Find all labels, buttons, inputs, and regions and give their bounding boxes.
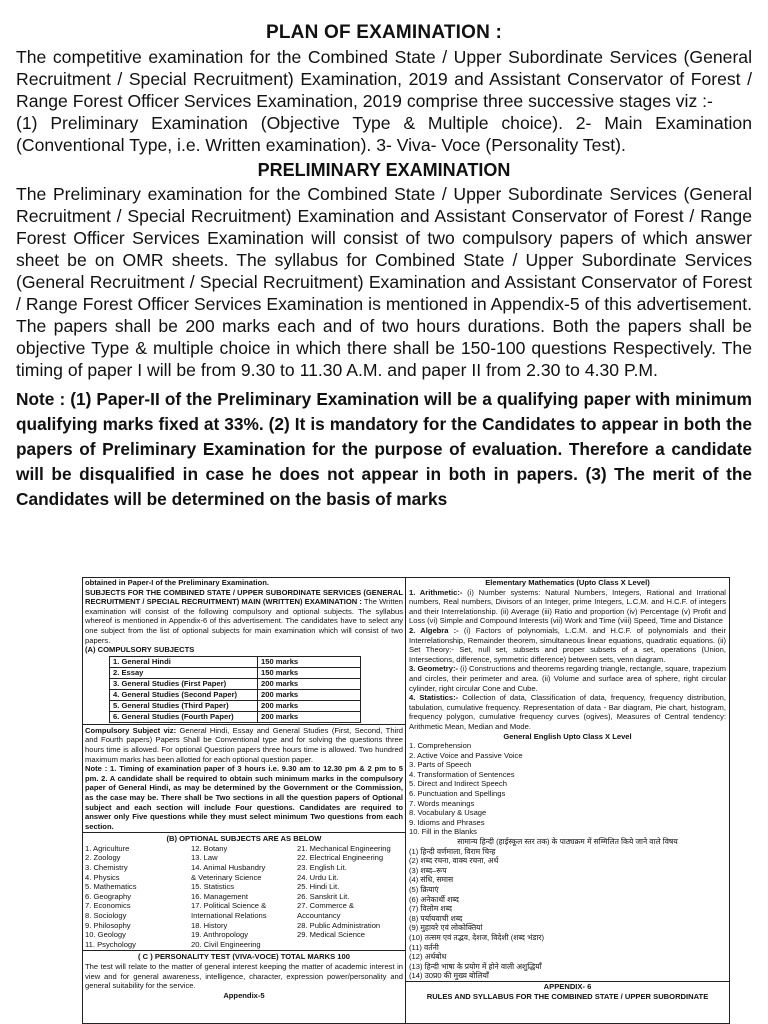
appendix-6-label: APPENDIX- 6 — [543, 981, 592, 991]
list-item: 6. Punctuation and Spellings — [409, 789, 506, 799]
table-row — [110, 656, 361, 667]
math-item-text: (i) Factors of polynomials, L.C.M. and H.C.F. of polynomials and their Interrelationship, Remainder theorem, simultaneous linear equations, quadratic equations. (ii) Set Theory:- Set, null set, subsets and proper subsets of a set, operations (Union, Intersections, difference, symmetric difference) between sets, venn diagram. — [409, 625, 726, 664]
math-item — [409, 664, 726, 693]
list-item: 25. Hindi Lit. — [297, 882, 340, 892]
list-item: 7. Economics — [85, 901, 131, 911]
list-item: 11. Psychology — [85, 939, 136, 949]
list-item: 21. Mechanical Engineering — [297, 843, 391, 853]
list-item: 8. Vocabulary & Usage — [409, 808, 487, 818]
compulsory-heading: (A) COMPULSORY SUBJECTS — [85, 645, 195, 655]
subject-name: 3. General Studies (First Paper) — [110, 678, 258, 689]
plan-paragraph-1: The competitive examination for the Combined State / Upper Subordinate Services (General Recruitment / Special Recruitment) Examination, 2019 and Assistant Conservator of Forest / Range Forest Officer Services Examination, 2019 comprise three successive stages viz :- — [16, 47, 752, 111]
subject-marks: 200 marks — [258, 678, 361, 689]
list-item: 9. Philosophy — [85, 920, 131, 930]
hindi-heading: सामान्य हिन्दी (हाईस्कूल स्तर तक) के पाठ्यक्रम में सम्मिलित किये जाने वाले विषय — [457, 837, 678, 847]
subject-name: 6. General Studies (Fourth Paper) — [110, 711, 258, 722]
list-item: 18. History — [191, 920, 228, 930]
prelim-heading: PRELIMINARY EXAMINATION — [257, 160, 511, 180]
list-item: 7. Words meanings — [409, 798, 475, 808]
list-item: 10. Geology — [85, 930, 126, 940]
math-item — [409, 693, 726, 731]
list-item: (7) विलोम शब्द — [409, 904, 453, 914]
rules-heading: RULES AND SYLLABUS FOR THE COMBINED STATE / UPPER SUBORDINATE — [426, 991, 709, 1001]
list-item: (12) अर्थबोध — [409, 952, 447, 962]
table-row — [110, 667, 361, 678]
list-item: 27. Commerce & — [297, 901, 354, 911]
list-item: 22. Electrical Engineering — [297, 853, 384, 863]
list-item: (14) उ0प्र0 की मुख्य बोलियाँ — [409, 971, 489, 981]
list-item: 1. Comprehension — [409, 741, 472, 751]
subject-marks: 200 marks — [258, 711, 361, 722]
list-item: 26. Sanskrit Lit. — [297, 891, 350, 901]
list-item: 15. Statistics — [191, 882, 235, 892]
math-item-label: 2. Algebra :- — [409, 625, 459, 635]
left-column — [82, 577, 406, 1024]
list-item: (6) अनेकार्थी शब्द — [409, 894, 459, 904]
personality-heading: ( C ) PERSONALITY TEST (VIVA-VOCE) TOTAL MARKS 100 — [138, 952, 350, 962]
list-item: (2) शब्द रचना, वाक्य रचना, अर्थ — [409, 856, 499, 866]
plan-heading: PLAN OF EXAMINATION : — [265, 22, 503, 43]
list-item: (10) तत्सम एवं तद्भव, देशज, विदेशी (शब्द भंडार) — [409, 932, 545, 942]
compulsory-viz-label: Compulsory Subject viz: — [85, 725, 177, 735]
cut-line: obtained in Paper-I of the Preliminary Examination. — [85, 578, 269, 587]
list-item: 16. Management — [191, 891, 248, 901]
list-item: International Relations — [191, 911, 267, 921]
list-item: Accountancy — [297, 911, 341, 921]
optional-heading: (B) OPTIONAL SUBJECTS ARE AS BELOW — [166, 834, 322, 844]
list-item: 6. Geography — [85, 891, 132, 901]
personality-text: The test will relate to the matter of general interest keeping the matter of academic interest in view and for general awareness, intelligence, character, expression power/personality and general suitability for the service. — [85, 962, 403, 991]
optional-col-1 — [85, 844, 191, 950]
list-item: & Veterinary Science — [191, 872, 262, 882]
subject-name: 4. General Studies (Second Paper) — [110, 689, 258, 700]
list-item: 3. Chemistry — [85, 863, 128, 873]
subject-name: 1. General Hindi — [110, 656, 258, 667]
appendix-5-label: Appendix-5 — [223, 990, 265, 1000]
optional-subjects — [85, 844, 403, 950]
prelim-paragraph: The Preliminary examination for the Combined State / Upper Subordinate Services (General Recruitment / Special Recruitment) Examination and Assistant Conservator of Forest / Range Forest Officer Services Examination will consist of two compulsory papers of which answer sheet be on OMR sheets. The syllabus for Combined State / Upper Subordinate Services (General Recruitment / Special Recruitment) Examination and Assistant Conservator of Forest / Range Forest Officer Services Examination is mentioned in Appendix-5 of this advertisement. The papers shall be 200 marks each and of two hours durations. Both the papers shall be objective Type & multiple choice in which there shall be 150-100 questions Respectively. The timing of paper I will be from 9.30 to 11.30 A.M. and paper II from 2.30 to 4.30 P.M. — [16, 184, 752, 380]
list-item: (9) मुहावरे एवं लोकोक्तियां — [409, 923, 483, 933]
list-item: 3. Parts of Speech — [409, 760, 472, 770]
compulsory-viz-text: General Hindi, Essay and General Studies (First, Second, Third and Fourth papers) Papers Shall be Conventional type and for solving the questions three hours time is allowed. For optional Question papers three hours time is allowed. Two hundred maximum marks has been allotted for each optional question paper. — [85, 725, 403, 764]
exam-note: Note : 1. Timing of examination paper of 3 hours i.e. 9.30 am to 12.30 pm & 2 pm to 5 pm. 2. A candidate shall be required to obtain such minimum marks in the compulsory paper of General Hindi, as may be determined by the Government or the Commission, as the case may be. There shall be Two sections in all the question papers of Optional subject and each section will include Four questions. Candidates are required to answer only Five questions while they must select minimum Two questions from each section. — [85, 764, 403, 831]
subject-name: 2. Essay — [110, 667, 258, 678]
list-item: 2. Zoology — [85, 853, 121, 863]
plan-paragraph-2: (1) Preliminary Examination (Objective Type & Multiple choice). 2- Main Examination (Conventional Type, i.e. Written examination). 3- Viva- Voce (Personality Test). — [16, 113, 752, 155]
math-item-text: (i) Constructions and theorems regarding triangle, rectangle, square, trapezium and circles, their perimeter and area. (ii) Volume and surface area of sphere, right circular cylinder, right circular Cone and Cube. — [409, 664, 726, 693]
table-row — [110, 689, 361, 700]
math-item — [409, 626, 726, 664]
math-item-text: (i) Number systems: Natural Numbers, Integers, Rational and Irrational numbers, Real numbers, Divisors of an Integer, prime Integers, L.C.M. and H.C.F. of integers and their Interrelationship. (ii) Average (iii) Ratio and proportion (iv) Percentage (v) Profit and Loss (vi) Simple and Compound Interests (vii) Work and Time (viii) Speed, Time and Distance — [409, 587, 726, 626]
list-item: 5. Direct and Indirect Speech — [409, 779, 507, 789]
list-item: 9. Idioms and Phrases — [409, 817, 485, 827]
subject-marks: 150 marks — [258, 656, 361, 667]
subjects-text: The Written examination will consist of the following compulsory and optional subjects. The syllabus whereof is mentioned in Appendix-6 of this advertisement. The candidates have to select any one subject from the list of optional subjects for main examination which will consist of two papers. — [85, 597, 404, 645]
list-item: (11) वर्तनी — [409, 942, 439, 952]
list-item: 14. Animal Husbandry — [191, 863, 266, 873]
table-row — [110, 700, 361, 711]
math-item-label: 4. Statistics:- — [409, 693, 459, 703]
list-item: 23. English Lit. — [297, 863, 347, 873]
list-item: 13. Law — [191, 853, 218, 863]
list-item: (5) क्रियाएं — [409, 885, 439, 894]
math-heading: Elementary Mathematics (Upto Class X Level) — [485, 578, 650, 587]
list-item: 19. Anthropology — [191, 930, 248, 940]
math-item-text: Collection of data, Classification of data, frequency, frequency distribution, tabulation, cumulative frequency. Representation of data - Bar diagram, Pie chart, histogram, frequency polygon, cumulative frequency curves (ogives), Measures of Central tendency: Arithmetic Mean, Median and Mode. — [409, 693, 727, 731]
list-item: 17. Political Science & — [191, 901, 267, 911]
clipping — [82, 577, 730, 1024]
list-item: 10. Fill in the Blanks — [409, 827, 477, 837]
list-item: 4. Physics — [85, 872, 120, 882]
subject-marks: 150 marks — [258, 667, 361, 678]
list-item: (1) हिन्दी वर्णमाला, विराम चिन्ह — [409, 846, 496, 856]
list-item: 4. Transformation of Sentences — [409, 769, 515, 779]
math-item-label: 3. Geometry:- — [409, 664, 458, 674]
optional-col-2 — [191, 844, 297, 950]
list-item: 20. Civil Engineering — [191, 939, 261, 949]
subjects-paragraph — [85, 588, 403, 646]
list-item: (3) शब्द–रूप — [409, 865, 447, 875]
subject-marks: 200 marks — [258, 689, 361, 700]
list-item: 1. Agriculture — [85, 843, 130, 853]
math-item-label: 1. Arithmetic:- — [409, 587, 463, 597]
table-row — [110, 711, 361, 722]
subjects-heading: SUBJECTS FOR THE COMBINED STATE / UPPER SUBORDINATE SERVICES (GENERAL RECRUITMENT / SPECIAL RECRUITMENT) MAIN (WRITTEN) EXAMINATION : — [85, 587, 403, 607]
list-item: 28. Public Administration — [297, 920, 381, 930]
compulsory-table — [109, 656, 361, 723]
prelim-note: Note : (1) Paper-II of the Preliminary Examination will be a qualifying paper with minimum qualifying marks fixed at 33%. (2) It is mandatory for the Candidates to appear in both the papers of Preliminary Examination for the purpose of evaluation. Therefore a candidate will be disqualified in case he does not appear in both in papers. (3) The merit of the Candidates will be determined on the basis of marks — [16, 389, 752, 509]
list-item: (13) हिन्दी भाषा के प्रयोग में होने वाली अशुद्धियाँ — [409, 961, 542, 971]
subject-name: 5. General Studies (Third Paper) — [110, 700, 258, 711]
list-item: 12. Botany — [191, 843, 228, 853]
divider — [83, 832, 405, 833]
list-item: 29. Medical Science — [297, 930, 365, 940]
list-item: 5. Mathematics — [85, 882, 137, 892]
table-row — [110, 678, 361, 689]
list-item: (4) संधि, समास — [409, 875, 454, 885]
divider — [83, 950, 405, 951]
compulsory-viz — [85, 726, 403, 764]
list-item: 24. Urdu Lit. — [297, 872, 339, 882]
english-heading: General English Upto Class X Level — [503, 731, 632, 741]
list-item: 8. Sociology — [85, 911, 127, 921]
list-item: 2. Active Voice and Passive Voice — [409, 750, 523, 760]
optional-col-3 — [297, 844, 403, 950]
divider — [83, 724, 405, 725]
right-column — [406, 577, 730, 1024]
list-item: (8) पर्यायवाची शब्द — [409, 913, 463, 923]
math-item — [409, 588, 726, 626]
subject-marks: 200 marks — [258, 700, 361, 711]
